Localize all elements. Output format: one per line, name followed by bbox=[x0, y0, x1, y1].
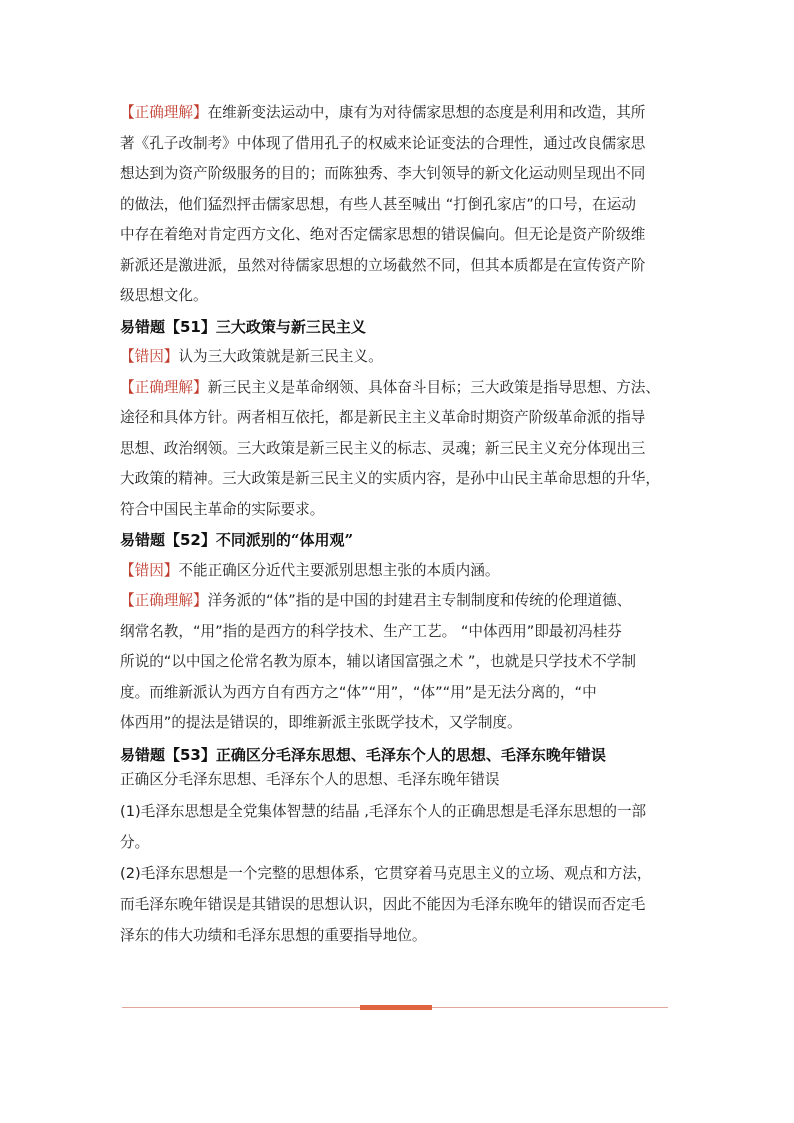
text-line: 大政策的精神。三大政策是新三民主义的实质内容，是孙中山民主革命思想的升华， bbox=[120, 470, 660, 487]
error-cause-52: 【错因】不能正确区分近代主要派别思想主张的本质内涵。 bbox=[120, 561, 500, 579]
footer-accent-bar bbox=[360, 1005, 432, 1010]
question-subtitle-53: 正确区分毛泽东思想、毛泽东个人的思想、毛泽东晚年错误 bbox=[120, 770, 500, 788]
text-line: 新派还是激进派，虽然对待儒家思想的立场截然不同，但其本质都是在宣传资产阶 bbox=[120, 256, 646, 274]
text-line: 符合中国民主革命的实际要求。 bbox=[120, 500, 325, 518]
text-line: 洋务派的“体”指的是中国的封建君主专制制度和传统的伦理道德、 bbox=[207, 592, 632, 609]
question-heading-52: 易错题【52】不同派别的“体用观” bbox=[120, 531, 354, 549]
text-line: 在维新变法运动中，康有为对待儒家思想的态度是利用和改造，其所 bbox=[207, 104, 646, 121]
text-line: 纲常名教，“用”指的是西方的科学技术、生产工艺。 “中体西用”即最初冯桂芬 bbox=[120, 622, 622, 640]
correct-understanding-tag: 【正确理解】 bbox=[120, 592, 208, 609]
text-line: 分。 bbox=[120, 833, 150, 851]
text-line: (1)毛泽东思想是全党集体智慧的结晶 ,毛泽东个人的正确思想是毛泽东思想的一部 bbox=[120, 802, 647, 820]
correct-understanding-51 bbox=[120, 373, 680, 526]
error-cause-tag: 【错因】 bbox=[120, 348, 179, 365]
text-line: 想达到为资产阶级服务的目的；而陈独秀、李大钊领导的新文化运动则呈现出不同 bbox=[120, 165, 646, 182]
explanation-53 bbox=[120, 796, 680, 951]
question-heading-53: 易错题【53】正确区分毛泽东思想、毛泽东个人的思想、毛泽东晚年错误 bbox=[120, 745, 606, 764]
text-line: 体西用”的提法是错误的，即维新派主张既学技术，又学制度。 bbox=[120, 714, 522, 731]
text-line: 中存在着绝对肯定西方文化、绝对否定儒家思想的错误偏向。但无论是资产阶级维 bbox=[120, 226, 646, 243]
text-line: 所说的“以中国之伦常名教为原本，辅以诸国富强之术 ”，也就是只学技术不学制 bbox=[120, 653, 636, 670]
text-line: 度。而维新派认为西方自有西方之“体”“用”，“体”“用”是无法分离的，“中 bbox=[120, 683, 597, 701]
text-line: 途径和具体方针。两者相互依托，都是新民主主义革命时期资产阶级革命派的指导 bbox=[120, 409, 646, 426]
error-cause-tag: 【错因】 bbox=[120, 561, 179, 579]
text-line: 著《孔子改制考》中体现了借用孔子的权威来论证变法的合理性，通过改良儒家思 bbox=[120, 134, 646, 152]
intro-paragraph bbox=[120, 98, 680, 312]
text-line: (2)毛泽东思想是一个完整的思想体系，它贯穿着马克思主义的立场、观点和方法， bbox=[120, 864, 652, 882]
text-line: 级思想文化。 bbox=[120, 287, 208, 304]
text-line: 泽东的伟大功绩和毛泽东思想的重要指导地位。 bbox=[120, 926, 427, 944]
correct-understanding-52 bbox=[120, 586, 680, 739]
text-line: 思想、政治纲领。三大政策是新三民主义的标志、灵魂；新三民主义充分体现出三 bbox=[120, 439, 646, 457]
text-line: 而毛泽东晚年错误是其错误的思想认识，因此不能因为毛泽东晚年的错误而否定毛 bbox=[120, 895, 646, 913]
text-line: 的做法，他们猛烈抨击儒家思想，有些人甚至喊出 “打倒孔家店”的口号，在运动 bbox=[120, 195, 636, 213]
correct-understanding-tag: 【正确理解】 bbox=[120, 378, 208, 396]
page-content bbox=[120, 98, 680, 951]
question-heading-51: 易错题【51】三大政策与新三民主义 bbox=[120, 317, 366, 336]
correct-understanding-tag: 【正确理解】 bbox=[120, 104, 208, 121]
error-cause-51: 【错因】认为三大政策就是新三民主义。 bbox=[120, 348, 383, 365]
text-line: 新三民主义是革命纲领、具体奋斗目标；三大政策是指导思想、方法、 bbox=[207, 378, 660, 396]
